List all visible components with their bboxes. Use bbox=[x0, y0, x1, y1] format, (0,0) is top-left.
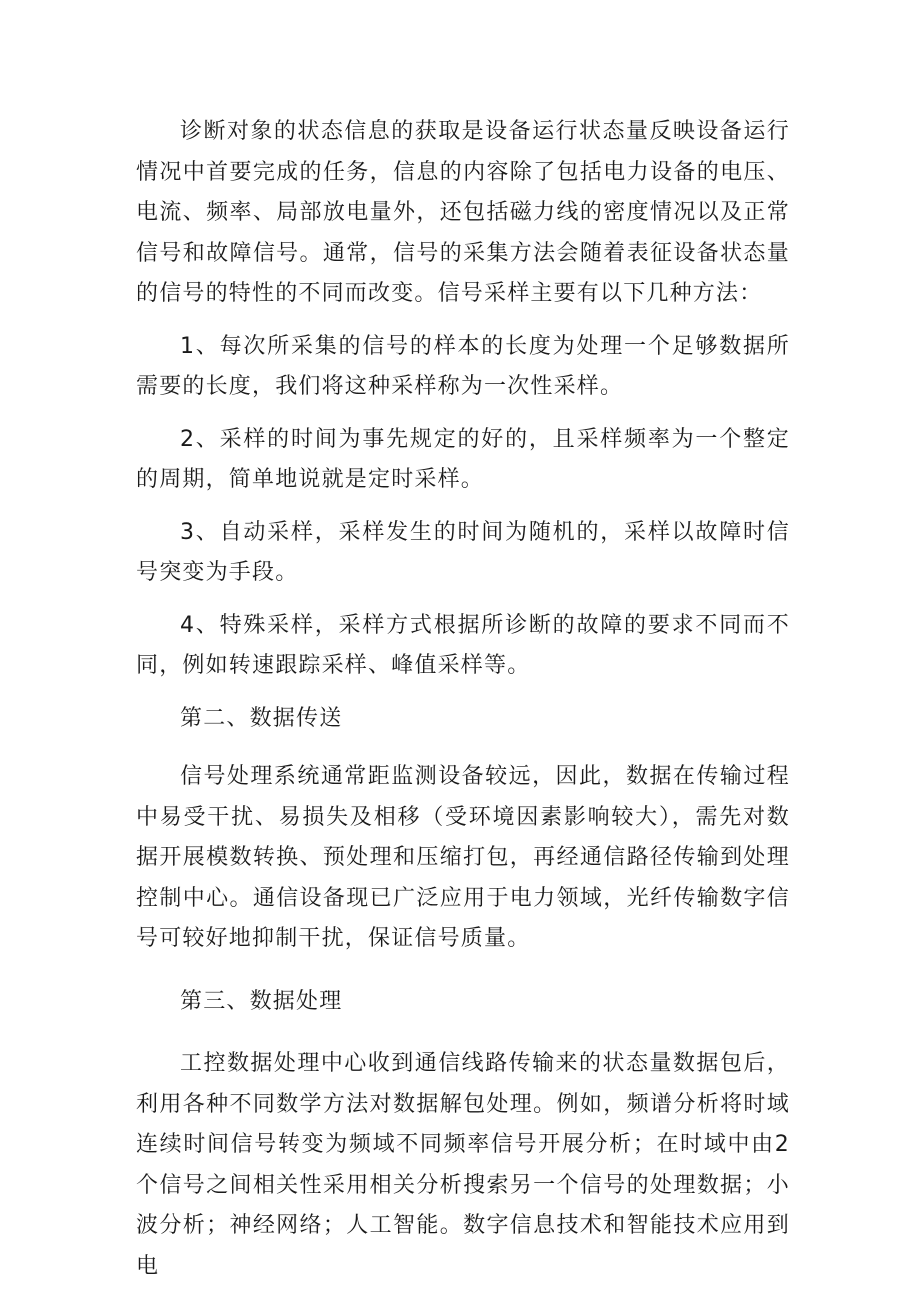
paragraph-sampling-2: 2、采样的时间为事先规定的好的，且采样频率为一个整定的周期，简单地说就是定时采样。 bbox=[136, 426, 790, 492]
paragraph-sampling-3: 3、自动采样，采样发生的时间为随机的，采样以故障时信号突变为手段。 bbox=[136, 519, 790, 585]
paragraph-data-processing: 工控数据处理中心收到通信线路传输来的状态量数据包后，利用各种不同数学方法对数据解包处理。例如，频谱分析将时域连续时间信号转变为频域不同频率信号开展分析；在时域中由2个信号之间相关性采用相关分析搜索另一个信号的处理数据；小波分析；神经网络；人工智能。数字信息技术和智能技术应用到电 bbox=[136, 1051, 790, 1279]
paragraph-intro: 诊断对象的状态信息的获取是设备运行状态量反映设备运行情况中首要完成的任务，信息的内容除了包括电力设备的电压、电流、频率、局部放电量外，还包括磁力线的密度情况以及正常信号和故障信号。通常，信号的采集方法会随着表征设备状态量的信号的特性的不同而改变。信号采样主要有以下几种方法： bbox=[136, 119, 790, 306]
section-heading-data-processing: 第三、数据处理 bbox=[180, 988, 343, 1014]
paragraph-data-transmission: 信号处理系统通常距监测设备较远，因此，数据在传输过程中易受干扰、易损失及相移（受环境因素影响较大），需先对数据开展模数转换、预处理和压缩打包，再经通信路径传输到处理控制中心。通信设备现已广泛应用于电力领域，光纤传输数字信号可较好地抑制干扰，保证信号质量。 bbox=[136, 764, 790, 951]
section-heading-data-transmission: 第二、数据传送 bbox=[180, 705, 343, 731]
document-body bbox=[136, 112, 790, 1287]
paragraph-sampling-1: 1、每次所采集的信号的样本的长度为处理一个足够数据所需要的长度，我们将这种采样称为一次性采样。 bbox=[136, 333, 790, 399]
paragraph-sampling-4: 4、特殊采样，采样方式根据所诊断的故障的要求不同而不同，例如转速跟踪采样、峰值采样等。 bbox=[136, 612, 790, 678]
